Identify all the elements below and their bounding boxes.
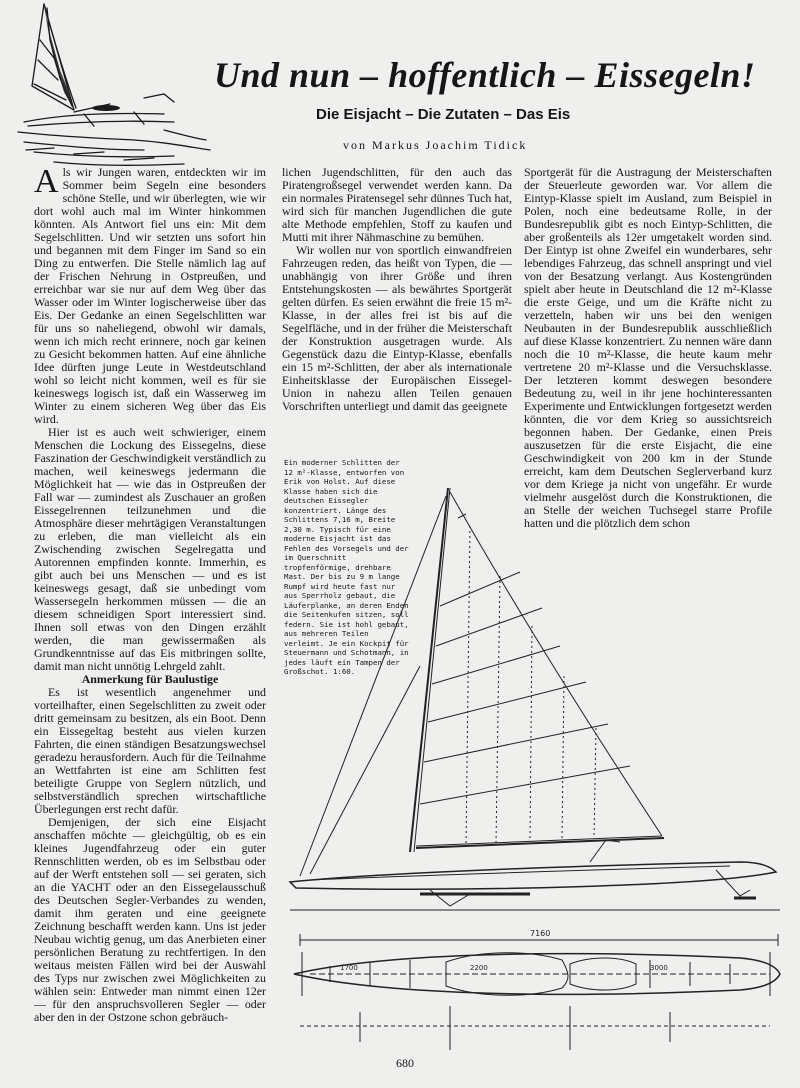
paragraph: Als wir Jungen waren, entdeckten wir im Sommer beim Segeln eine besonders schöne Stelle, und wir überlegten, wie wir dort wohl auch mal im Winter hinkommen könnten. Als Antwort fiel uns ein: Mit dem Segelschlitten. Und wir setzten uns sofort hin und begannen mit dem Finger im Sand so ein Ding zu entwerfen. Die Stelle nämlich lag auf der Frischen Nehrung in Ostpreußen, und erreichbar war sie nur auf dem Weg über das Wasser oder im Winter logischerweise über das Eis. Der Gedanke an einen Segelschlitten war für uns so naheliegend, obwohl wir damals, wenn ich mich recht erinnere, noch gar keinen zu Gesicht bekommen hatten. Auf eine ähnliche Idee dürften junge Leute in Westdeutschland wohl so leicht nicht kommen, weil es für sie keineswegs logisch ist, daß ein Wasserweg im Winter zu einem sicheren Weg über das Eis wird. (34, 166, 266, 426)
text-column-2 (282, 166, 512, 448)
dimension-b: 2200 (470, 964, 488, 972)
figure-caption: Ein moderner Schlitten der 12 m²-Klasse, entworfen von Erik von Holst. Auf diese Klasse haben sich die deutschen Eissegler konzentriert. Länge des Schlittens 7,16 m, Breite 2,30 m. Typisch für eine moderne Eisjacht ist das Fehlen des Vorsegels und der im Querschnitt tropfenförmige, drehbare Mast. Der bis zu 9 m lange Rumpf wird heute fast nur aus Sperrholz gebaut, die Läuferplanke, an deren Enden die Seitenkufen sitzen, soll federn. Sie ist hohl gebaut, aus mehreren Teilen verleimt. Je ein Kockpit für Steuermann und Schotmann, in jedes läuft ein Tampen der Großschot. 1:60. (284, 458, 409, 676)
paragraph: Sportgerät für die Austragung der Meisterschaften der Steuerleute geworden war. Vor allem die Eintyp-Klasse spielt im Ausland, zum Beispiel in Polen, noch eine bedeutsame Rolle, in der Bundesrepublik gibt es noch Eintyp-Schlitten, die aber großenteils als 12er umgetakelt worden sind. Der Eintyp ist ohne Zweifel ein wunderbares, sehr lebendiges Fahrzeug, das schnell anspringt und viel von der Besatzung verlangt. Aus Kostengründen spielt aber heute in Deutschland die 12 m²-Klasse die erste Geige, und um die Kräfte nicht zu verzetteln, haben wir uns bei den wenigen Neubauten in der Bundesrepublik ausschließlich auf diese Klasse konzentriert. Zu nennen wäre dann noch die 10 m²-Klasse, die heute kaum mehr vertretene 20 m²-Klasse und die Versuchsklasse. Der letzteren kommt deswegen besondere Bedeutung zu, weil in ihr jene hochinteressanten Experimente und Entwicklungen fortgesetzt werden könnten, die vor dem Krieg so aussichtsreich begonnen haben. Der Gedanke, einen Preis auszusetzen für die erste Eisjacht, die eine Geschwindigkeit von 200 km in der Stunde erreicht, kam dem Deutschen Seglerverband kurz vor dem Kriege ja nicht von ungefähr. Er wurde vielmehr ausgelöst durch die Konstruktionen, die an Stelle der weichen Tuchsegel starre Profile hatten und die plötzlich dem schon (524, 166, 772, 530)
page-number: 680 (396, 1056, 414, 1070)
author-byline: von Markus Joachim Tidick (343, 138, 528, 152)
article-title: Und nun – hoffentlich – Eissegeln! (214, 55, 756, 95)
paragraph: Hier ist es auch weit schwieriger, einem Menschen die Lockung des Eissegelns, diese Faszination der Geschwindigkeit verständlich zu machen, weil keineswegs jedermann die Möglichkeit hat — wie das in Ostpreußen der Fall war — zumindest als Zuschauer an großen Eissegelrennen teilzunehmen und die Atmosphäre dieser mehrtägigen Veranstaltungen zu erleben, die man vielleicht als ein Zwischending zwischen Segelregatta und Autorennen empfinden konnte. Immerhin, es gibt auch bei uns Menschen — und es ist keineswegs gesagt, daß sie unbedingt vom Wassersegeln herkommen müssen — die an diesem schneidigen Sport interessiert sind. Ihnen soll etwas von den Dingen erzählt werden, die man gewissermaßen als Grundkenntnisse auf das Eis mitbringen sollte, damit man nicht unnötig Lehrgeld zahlt. (34, 425, 266, 673)
article-subtitle: Die Eisjacht – Die Zutaten – Das Eis (316, 106, 571, 123)
drop-cap: A (34, 166, 59, 200)
ice-yacht-sketch-icon (14, 0, 214, 170)
paragraph: lichen Jugendschlitten, für den auch das Piratengroßsegel verwendet werden kann. Da ein normales Piratensegel sehr dünnes Tuch hat, wird sich für manchen Jugendlichen die gute alte Methode empfehlen, Stoff zu kaufen und Mutti mit ihrer Nähmaschine zu bemühen. (282, 166, 512, 244)
paragraph: Es ist wesentlich angenehmer und vorteilhafter, einen Segelschlitten zu zweit oder dritt gemeinsam zu besitzen, als ein Boot. Denn ein Eissegeltag besteht aus vielen kurzen Fahrten, die einen ständigen Besatzungswechsel geradezu herausfordern. Auch für die Teilnahme an Wettfahrten ist eine am Schlitten fest beteiligte Gruppe von Seglern nützlich, und selbstverständlich sprechen wirtschaftliche Überlegungen erst recht dafür. (34, 685, 266, 816)
dimension-c: 3000 (650, 964, 668, 972)
section-subheading: Anmerkung für Baulustige (81, 672, 219, 686)
paragraph: Wir wollen nur von sportlich einwandfreien Fahrzeugen reden, das heißt von Typen, die — unabhängig von ihrer Größe und ihren Entstehungskosten — als bewährtes Sportgerät gelten dürfen. Es seien erwähnt die freie 15 m²-Klasse, in der alles frei ist bis auf die Segelfläche, und in der früher die Meisterschaft der Konstruktion ausgetragen wurde. Als Gegenstück dazu die Eintyp-Klasse, ebenfalls ein 15 m²-Schlitten, der aber als internationale Einheitsklasse der Europäischen Eissegel-Union in nahezu allen Teilen genauen Vorschriften unterliegt und damit das geeignete (282, 243, 512, 413)
dimension-a: 1700 (340, 964, 358, 972)
text-column-1 (34, 166, 266, 1070)
dimension-total: 7160 (530, 929, 551, 938)
paragraph: Demjenigen, der sich eine Eisjacht anschaffen möchte — gleichgültig, ob es ein kleines Jugendfahrzeug oder ein guter Rennschlitten werden, ob es im Selbstbau oder auf der Werft entstehen soll — sei geraten, sich an die YACHT oder an den Eissegelausschuß des Deutschen Segler-Verbandes zu wenden, damit ihm geraten und eine geeignete Zeichnung beschafft werden kann. Uns ist jeder Neubau wichtig genug, um das Anerbieten einer persönlichen Beratung zu rechtfertigen. In den weitaus meisten Fällen wird bei der Auswahl des Typs nur zwischen zwei Möglichkeiten zu wählen sein: Entweder man nimmt einen 12er — für den anspruchsvolleren Segler — oder aber den in der Ostzone schon gebräuch- (34, 815, 266, 1024)
